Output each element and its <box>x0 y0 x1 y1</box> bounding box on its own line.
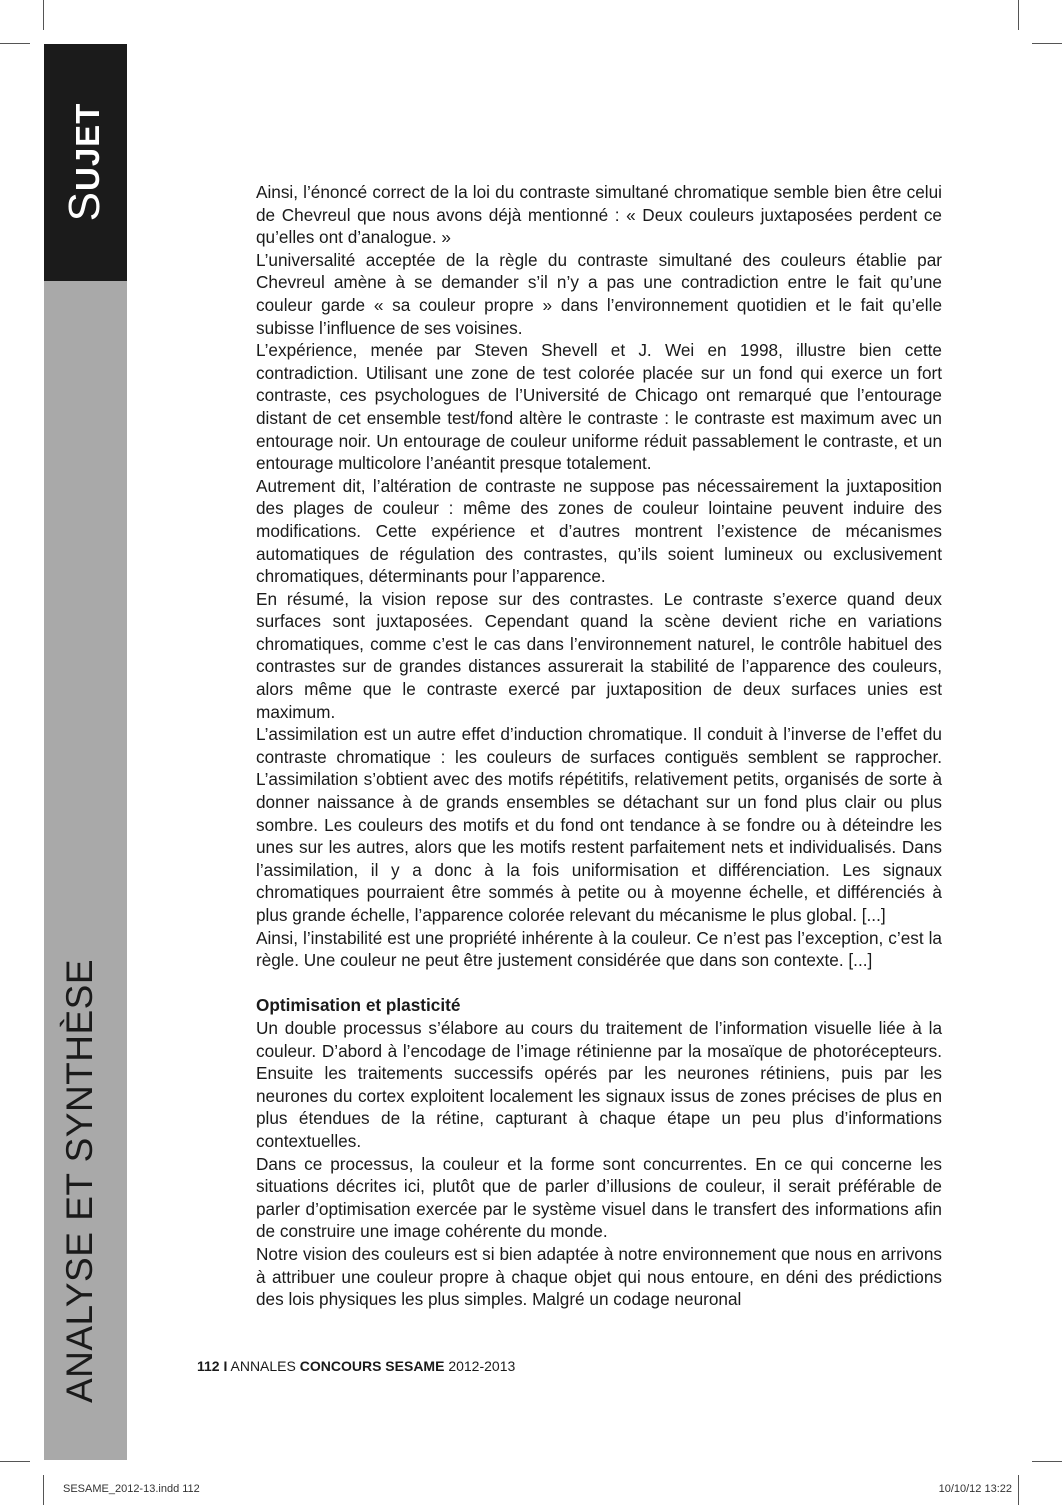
footer-separator: I <box>223 1358 228 1374</box>
footer-concours: CONCOURS SESAME <box>299 1358 445 1374</box>
paragraph: Autrement dit, l’altération de contraste ne suppose pas nécessairement la juxtaposition des plages de couleur : même des zones de couleur lointaine peuvent induire des modifications. Cette expérience et d’autres montrent l’existence de mécanismes automatiques de régulation des contrastes, qu’ils soient lumineux ou exclusivement chromatiques, déterminants pour l’apparence. <box>256 475 942 587</box>
crop-mark <box>43 1475 44 1505</box>
print-slug-datetime: 10/10/12 13:22 <box>938 1483 1012 1495</box>
crop-mark <box>0 1461 30 1462</box>
paragraph: L’expérience, menée par Steven Shevell et J. Wei en 1998, illustre bien cette contradiction. Utilisant une zone de test colorée placée sur un fond qui exerce un fort contraste, ces psychologues de l’Université de Chicago ont remarqué que l’entourage distant de cet ensemble test/fond altère le contraste : le contraste est maximum avec un entourage noir. Un entourage de couleur uniforme réduit passablement le contraste, et un entourage multicolore l’anéantit presque totalement. <box>256 340 942 474</box>
crop-mark <box>1032 1461 1062 1462</box>
paragraph: Notre vision des couleurs est si bien adaptée à notre environnement que nous en arrivons à attribuer une couleur propre à chaque objet qui nous entoure, en déni des prédictions des lois physiques les plus simples. Malgré un codage neuronal <box>256 1243 942 1310</box>
paragraph: L’universalité acceptée de la règle du contraste simultané des couleurs établie par Chevreul amène à se demander s’il n’y a pas une contradiction entre le fait qu’une couleur garde « sa couleur propre » dans l’environnement quotidien et le fait qu’elle subisse l’influence de ses voisines. <box>256 249 942 338</box>
article-body <box>256 181 942 1311</box>
crop-mark <box>0 43 30 44</box>
section-title <box>60 103 110 222</box>
footer-annales: ANNALES <box>230 1358 296 1374</box>
paragraph: Ainsi, l’instabilité est une propriété inhérente à la couleur. Ce n’est pas l’exception, c’est la règle. Une couleur ne peut être justement considérée que dans son contexte. [...] <box>256 927 942 971</box>
paragraph: L’assimilation est un autre effet d’induction chromatique. Il conduit à l’inverse de l’effet du contraste chromatique : les couleurs de surfaces contiguës semblent se rapprocher. L’assimilation s’obtient avec des motifs répétitifs, relativement petits, organisés de sorte à donner naissance à de grands ensembles se détachant sur un fond plus clair ou plus sombre. Les couleurs des motifs et du fond ont tendance à se fondre ou à déteindre les unes sur les autres, alors que les motifs restent parfaitement nets et individualisés. Dans l’assimilation, il y a donc à la fois uniformisation et différenciation. Les signaux chromatiques pourraient être sommés à petite ou à moyenne échelle, et différenciés à plus grande échelle, l’apparence colorée relevant du mécanisme le plus global. [...] <box>256 724 942 925</box>
subheading: Optimisation et plasticité <box>256 995 461 1016</box>
paragraph: Un double processus s’élabore au cours du traitement de l’information visuelle liée à la couleur. D’abord à l’encodage de l’image rétinienne par la mosaïque de photorécepteurs. Ensuite les traitements successifs opérés par les neurones rétiniens, puis par les neurones du cortex exploitent localement les signaux issus de zones précises de plus en plus étendues de la rétine, capturant à chaque étape un peu plus d’informations contextuelles. <box>256 1017 942 1151</box>
section-title-initial: S <box>60 191 109 222</box>
crop-mark <box>1018 1475 1019 1505</box>
vertical-section-label: ANALYSE ET SYNTHÈSE <box>59 958 100 1404</box>
paragraph: Dans ce processus, la couleur et la forme sont concurrentes. En ce qui concerne les situations décrites ici, plutôt que de parler d’illusions de couleur, il serait préférable de parler d’optimisation exercée par le système visuel dans le transfert des informations afin de construire une image cohérente du monde. <box>256 1153 942 1242</box>
footer-years: 2012-2013 <box>448 1358 516 1374</box>
crop-mark <box>1032 43 1062 44</box>
section-title-rest: UJET <box>69 102 106 191</box>
paragraph: En résumé, la vision repose sur des contrastes. Le contraste s’exerce quand deux surfaces sont juxtaposées. Cependant quand la scène devient riche en variations chromatiques, comme c’est le cas dans l’environnement naturel, le contrôle habituel des contrastes sur de grandes distances assurerait la stabilité de l’apparence des couleurs, alors même que le contraste exercé par juxtaposition de deux surfaces unies est maximum. <box>256 588 942 722</box>
page-number: 112 <box>197 1358 220 1374</box>
print-slug-file: SESAME_2012-13.indd 112 <box>63 1483 200 1495</box>
paragraph: Ainsi, l’énoncé correct de la loi du contraste simultané chromatique semble bien être celui de Chevreul que nous avons déjà mentionné : « Deux couleurs juxtaposées perdent ce qu’elles ont d’analogue. » <box>256 182 942 248</box>
page-footer <box>197 1358 515 1374</box>
crop-mark <box>43 0 44 30</box>
crop-mark <box>1018 0 1019 30</box>
